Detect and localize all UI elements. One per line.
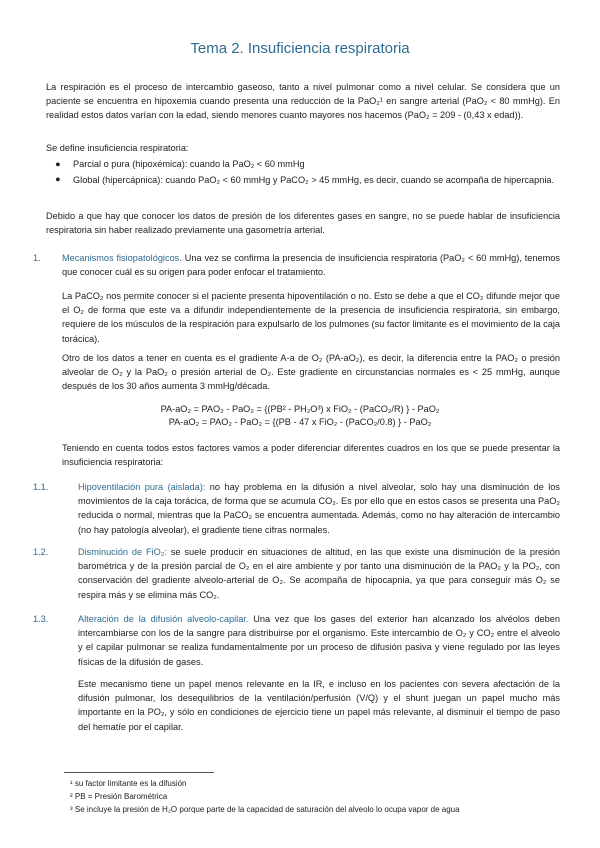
section-number: 1.: [33, 253, 41, 263]
formula-line-1: PA-aO₂ = PAO₂ - PaO₂ = {(PB² - PH₂O³) x FiO₂ - (PaCO₂/R) } - PaO₂: [160, 404, 440, 414]
bullet-item: [55, 157, 560, 171]
bullet-item: [55, 172, 560, 186]
footnote: ¹ su factor limitante es la difusión: [70, 779, 187, 788]
bullet-text: Parcial o pura (hipoxémica): cuando la PaO₂ < 60 mmHg: [73, 159, 305, 169]
section-1-3-p2: Este mecanismo tiene un papel menos relevante en la IR, e incluso en los pacientes con severa afectación de la difusión pulmonar, los desequilibrios de la ventilación/perfusión (V/Q) y el shunt juegan un papel mucho más importante en la PO₂, y sólo en condiciones de ejercicio tiene un papel más relevante, al disminuir el tiempo de paso del hematíe por el capilar.: [78, 679, 560, 732]
section-1-2-paragraph: [78, 545, 560, 602]
footnote-divider: [64, 772, 214, 773]
bullet-text: Global (hipercápnica): cuando PaO₂ < 60 mmHg y PaCO₂ > 45 mmHg, es decir, cuando se acompaña de hipercapnia.: [73, 175, 555, 185]
section-1-2-text: se suele producir en situaciones de altitud, en las que existe una disminución de la presión barométrica y de la presión parcial de O₂ en el aire ambiente y por tanto una disminución de la PAO₂ y la PO₂, con conservación del gradiente alveolo-arterial de O₂. Se acompaña de hipocapnia, ya que para conseguir más O₂ se respira más y se elimina más CO₂.: [78, 547, 560, 600]
section-number: 1.1.: [33, 482, 49, 492]
section-1-3-text: Una vez que los gases del exterior han alcanzado los alvéolos deben intercambiarse con los de la sangre para distribuirse por el organismo. Este intercambio de O₂ y CO₂ entre el alveolo y el capilar pulmonar se realiza fundamentalmente por un proceso de difusión pasiva y viene regulado por las leyes físicas de la difusión de gases.: [78, 614, 560, 667]
bullet-dot: ●: [55, 174, 61, 184]
footnote: ² PB = Presión Barométrica: [70, 792, 168, 801]
after-bullets-paragraph: Debido a que hay que conocer los datos de presión de los diferentes gases en sangre, no se puede hablar de insuficiencia respiratoria sin haber realizado previamente una gasometría arterial.: [46, 211, 560, 236]
section-1-heading: Mecanismos fisiopatológicos.: [62, 253, 182, 263]
section-1-1-text: no hay problema en la difusión a nivel alveolar, solo hay una disminución de los movimientos de la caja torácica, de forma que se acumula CO₂. Es por ello que en estos casos se presenta una PaO₂ reducida o normal, mientras que la PaCO₂ se encuentra aumentada. Además, como no hay alteración de intercambio (no hay patología alveolar), el gradiente tiene cifras normales.: [78, 482, 560, 535]
formula-line-2: PA-aO₂ = PAO₂ - PaO₂ = {(PB - 47 x FiO₂ - (PaCO₂/0.8) } - PaO₂: [168, 417, 432, 427]
section-1-text: Una vez se confirma la presencia de insuficiencia respiratoria (PaO₂ < 60 mmHg), tenemos que conocer cuál es su origen para poder enfocar el tratamiento.: [62, 253, 560, 278]
section-1-1-heading: Hipoventilación pura (aislada):: [78, 482, 206, 492]
bullet-dot: ●: [55, 159, 61, 169]
section-1-p2: La PaCO₂ nos permite conocer si el paciente presenta hipoventilación o no. Esto se debe a que el CO₂ difunde mejor que el O₂ de forma que este va a difundir independientemente de la presencia de insuficiencia respiratoria, sin embargo, requiere de los músculos de la respiración para expulsarlo de los pulmones (su factor limitante es el movimiento de la caja torácica).: [62, 291, 560, 344]
section-1-p3: Otro de los datos a tener en cuenta es el gradiente A-a de O₂ (PA-aO₂), es decir, la diferencia entre la PAO₂ o presión alveolar de O₂ y la PaO₂ o presión arterial de O₂. Este gradiente en circunstancias normales es < 25 mmHg, aunque después de los 30 años aumenta 3 mmHg/década.: [62, 353, 560, 392]
section-1-p4: Teniendo en cuenta todos estos factores vamos a poder diferenciar diferentes cuadros en los que se puede presentar la insuficiencia respiratoria:: [62, 443, 560, 468]
define-intro: Se define insuficiencia respiratoria:: [46, 143, 189, 153]
section-1-2-heading: Disminución de FiO₂:: [78, 547, 167, 557]
footnote: ³ Se incluye la presión de H₂O porque parte de la capacidad de saturación del alveolo lo ocupa vapor de agua: [70, 805, 460, 814]
section-1-paragraph: [62, 251, 560, 279]
section-1-1-paragraph: [78, 480, 560, 537]
section-1-3-paragraph: [78, 612, 560, 669]
intro-paragraph: La respiración es el proceso de intercambio gaseoso, tanto a nivel pulmonar como a nivel celular. Se considera que un paciente se encuentra en hipoxemia cuando presenta una reducción de la PaO₂¹ en sangre arterial (PaO₂ < 80 mmHg). En realidad estos datos varían con la edad, siendo menores cuanto mayores nos hacemos (PaO₂ = 209 - (0,43 x edad)).: [46, 82, 560, 121]
section-number: 1.3.: [33, 614, 49, 624]
page-title: Tema 2. Insuficiencia respiratoria: [190, 40, 410, 57]
section-number: 1.2.: [33, 547, 49, 557]
section-1-3-heading: Alteración de la difusión alveolo-capilar.: [78, 614, 249, 624]
